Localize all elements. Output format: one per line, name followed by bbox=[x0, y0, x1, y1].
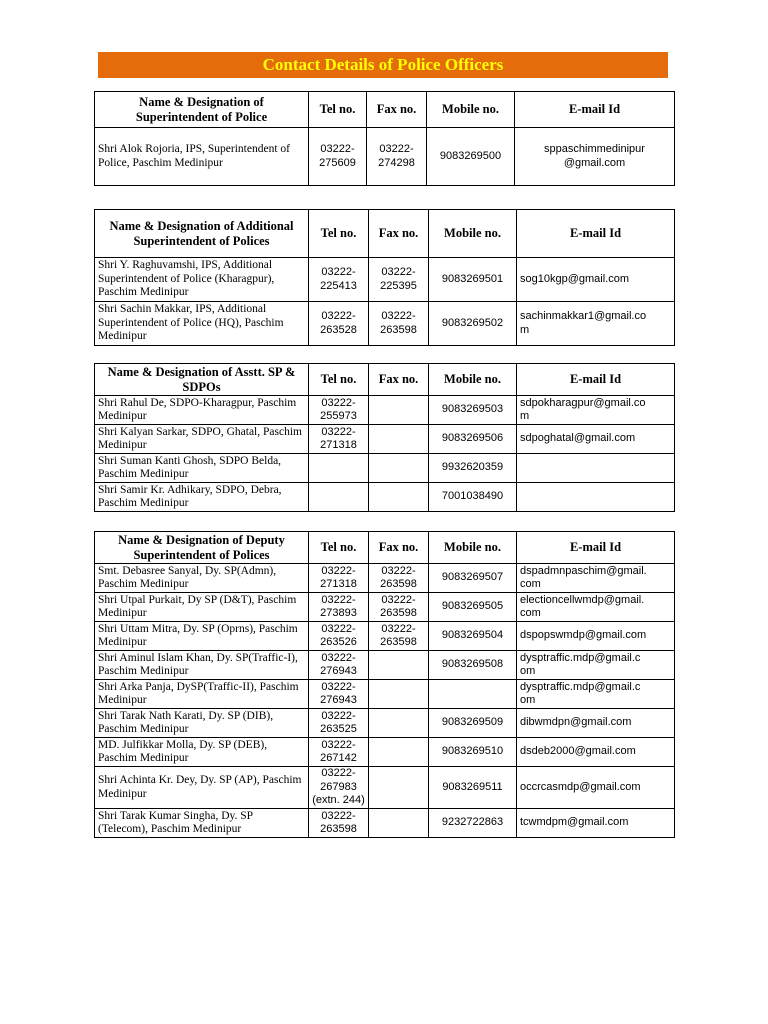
email-address-line: electioncellwmdp@gmail. bbox=[520, 593, 645, 606]
email-address bbox=[517, 709, 675, 738]
email-address bbox=[517, 454, 675, 483]
tel-number bbox=[309, 709, 369, 738]
email-header: E-mail Id bbox=[517, 532, 675, 564]
mobile-number: 9083269508 bbox=[429, 651, 517, 680]
tel-number-line: 263528 bbox=[320, 323, 357, 336]
officer-row bbox=[95, 680, 675, 709]
tel-number-line: 03222- bbox=[320, 143, 355, 155]
fax-number-line: 03222- bbox=[381, 266, 416, 278]
email-address bbox=[515, 128, 675, 186]
tel-number-line: 271318 bbox=[320, 439, 357, 451]
tel-number-line: 03222- bbox=[321, 738, 356, 751]
email-address-line: sppaschimmedinipur bbox=[544, 143, 645, 155]
name-header: Name & Designation of Superintendent of Police bbox=[95, 92, 309, 128]
fax-number-line: 274298 bbox=[378, 156, 415, 169]
email-address-line: sdpokharagpur@gmail.co bbox=[520, 396, 646, 409]
tel-number bbox=[309, 738, 369, 767]
email-address bbox=[517, 593, 675, 622]
tel-header: Tel no. bbox=[309, 210, 369, 258]
email-address bbox=[517, 651, 675, 680]
tel-number-line: (extn. 244) bbox=[312, 794, 365, 807]
mobile-number: 9232722863 bbox=[429, 809, 517, 838]
email-address bbox=[517, 396, 675, 425]
tel-number-line: 03222- bbox=[321, 651, 356, 664]
fax-number bbox=[369, 258, 429, 302]
mobile-header: Mobile no. bbox=[429, 364, 517, 396]
header-row bbox=[95, 364, 675, 396]
officer-row bbox=[95, 651, 675, 680]
mobile-number: 9083269505 bbox=[429, 593, 517, 622]
mobile-header: Mobile no. bbox=[429, 210, 517, 258]
tel-number bbox=[309, 564, 369, 593]
email-address-line: sog10kgp@gmail.com bbox=[520, 272, 629, 285]
tel-number-line: 273893 bbox=[320, 607, 357, 619]
addl-sp-contact-table bbox=[94, 209, 675, 346]
officer-name-designation: Shri Aminul Islam Khan, Dy. SP(Traffic-I), Paschim Medinipur bbox=[95, 651, 309, 680]
officer-name-designation: Shri Arka Panja, DySP(Traffic-II), Paschim Medinipur bbox=[95, 680, 309, 709]
email-address-line: dysptraffic.mdp@gmail.c bbox=[520, 680, 641, 693]
email-address-line: occrcasmdp@gmail.com bbox=[520, 780, 641, 793]
tel-number bbox=[309, 396, 369, 425]
email-header: E-mail Id bbox=[515, 92, 675, 128]
email-header: E-mail Id bbox=[517, 210, 675, 258]
fax-number bbox=[369, 396, 429, 425]
fax-number-line: 263598 bbox=[380, 323, 417, 336]
email-address-line: dibwmdpn@gmail.com bbox=[520, 716, 632, 729]
officer-row bbox=[95, 738, 675, 767]
email-address-line: com bbox=[520, 607, 541, 619]
tel-number bbox=[309, 593, 369, 622]
tel-number-line: 03222- bbox=[321, 266, 356, 278]
header-row bbox=[95, 92, 675, 128]
officer-row bbox=[95, 258, 675, 302]
email-address bbox=[517, 483, 675, 512]
tel-number-line: 03222- bbox=[321, 310, 356, 322]
tel-header: Tel no. bbox=[309, 532, 369, 564]
officer-name-designation: Shri Tarak Nath Karati, Dy. SP (DIB), Paschim Medinipur bbox=[95, 709, 309, 738]
officer-row bbox=[95, 396, 675, 425]
officer-row bbox=[95, 564, 675, 593]
mobile-header: Mobile no. bbox=[429, 532, 517, 564]
mobile-number bbox=[429, 680, 517, 709]
dsp-contact-table bbox=[94, 531, 675, 838]
officer-row bbox=[95, 709, 675, 738]
email-address-line: sachinmakkar1@gmail.co bbox=[520, 310, 647, 322]
officer-name-designation: Shri Alok Rojoria, IPS, Superintendent of Police, Paschim Medinipur bbox=[95, 128, 309, 186]
fax-number bbox=[369, 425, 429, 454]
tel-number-line: 255973 bbox=[320, 410, 357, 422]
mobile-header: Mobile no. bbox=[427, 92, 515, 128]
mobile-number: 9932620359 bbox=[429, 454, 517, 483]
tel-number bbox=[309, 680, 369, 709]
mobile-number: 9083269507 bbox=[429, 564, 517, 593]
officer-name-designation: Smt. Debasree Sanyal, Dy. SP(Admn), Paschim Medinipur bbox=[95, 564, 309, 593]
mobile-number: 9083269511 bbox=[429, 767, 517, 809]
email-address bbox=[517, 767, 675, 809]
fax-number bbox=[369, 680, 429, 709]
email-address-line: com bbox=[520, 578, 541, 590]
tel-number-line: 03222- bbox=[321, 396, 356, 409]
officer-row bbox=[95, 622, 675, 651]
tel-number bbox=[309, 128, 367, 186]
email-address-line: dsdeb2000@gmail.com bbox=[520, 745, 636, 758]
fax-number bbox=[369, 564, 429, 593]
fax-number-line: 03222- bbox=[381, 310, 416, 322]
tel-header: Tel no. bbox=[309, 92, 367, 128]
fax-number bbox=[369, 738, 429, 767]
email-address-line: dspadmnpaschim@gmail. bbox=[520, 564, 647, 577]
tel-number-line: 03222- bbox=[321, 425, 356, 438]
fax-number-line: 03222- bbox=[381, 622, 416, 635]
email-address bbox=[517, 564, 675, 593]
tel-number-line: 276943 bbox=[320, 694, 357, 706]
tel-number bbox=[309, 483, 369, 512]
tel-number-line: 263598 bbox=[320, 823, 357, 835]
officer-name-designation: Shri Y. Raghuvamshi, IPS, Additional Superintendent of Police (Kharagpur), Paschim Medinipur bbox=[95, 258, 309, 302]
tel-number-line: 03222- bbox=[321, 709, 356, 722]
officer-row bbox=[95, 767, 675, 809]
tel-number-line: 267983 bbox=[320, 780, 357, 793]
email-address-line: m bbox=[520, 323, 530, 336]
tel-number-line: 03222- bbox=[321, 809, 356, 822]
fax-number-line: 263598 bbox=[380, 607, 417, 619]
fax-number bbox=[369, 767, 429, 809]
mobile-number: 9083269509 bbox=[429, 709, 517, 738]
fax-number bbox=[369, 622, 429, 651]
email-address-line: om bbox=[520, 694, 536, 706]
name-header: Name & Designation of Deputy Superintendent of Polices bbox=[95, 532, 309, 564]
officer-name-designation: Shri Uttam Mitra, Dy. SP (Oprns), Paschim Medinipur bbox=[95, 622, 309, 651]
fax-number-line: 263598 bbox=[380, 578, 417, 590]
email-address bbox=[517, 302, 675, 346]
fax-number bbox=[369, 593, 429, 622]
fax-number-line: 225395 bbox=[380, 279, 417, 292]
email-address-line: om bbox=[520, 665, 536, 677]
tel-number bbox=[309, 454, 369, 483]
email-address-line: sdpoghatal@gmail.com bbox=[520, 432, 636, 445]
tel-number-line: 03222- bbox=[321, 622, 356, 635]
tel-number-line: 03222- bbox=[321, 680, 356, 693]
email-address bbox=[517, 258, 675, 302]
fax-header: Fax no. bbox=[367, 92, 427, 128]
officer-name-designation: Shri Utpal Purkait, Dy SP (D&T), Paschim Medinipur bbox=[95, 593, 309, 622]
email-address bbox=[517, 738, 675, 767]
officer-row bbox=[95, 483, 675, 512]
mobile-number: 9083269502 bbox=[429, 302, 517, 346]
fax-header: Fax no. bbox=[369, 364, 429, 396]
tel-number-line: 263525 bbox=[320, 723, 357, 735]
tel-number bbox=[309, 302, 369, 346]
email-address-line: tcwmdpm@gmail.com bbox=[520, 816, 629, 829]
tel-number-line: 276943 bbox=[320, 665, 357, 677]
fax-number bbox=[369, 709, 429, 738]
officer-row bbox=[95, 454, 675, 483]
email-address bbox=[517, 425, 675, 454]
tel-number-line: 03222- bbox=[321, 564, 356, 577]
officer-row bbox=[95, 425, 675, 454]
sdpo-contact-table bbox=[94, 363, 675, 512]
tel-number-line: 275609 bbox=[319, 156, 356, 169]
tel-number bbox=[309, 425, 369, 454]
tel-number bbox=[309, 258, 369, 302]
tel-number bbox=[309, 809, 369, 838]
fax-number bbox=[369, 454, 429, 483]
fax-number bbox=[369, 483, 429, 512]
header-row bbox=[95, 210, 675, 258]
email-address-line: dspopswmdp@gmail.com bbox=[520, 629, 647, 642]
email-address-line: dysptraffic.mdp@gmail.c bbox=[520, 651, 641, 664]
tel-number bbox=[309, 767, 369, 809]
tel-number bbox=[309, 622, 369, 651]
fax-number bbox=[367, 128, 427, 186]
email-header: E-mail Id bbox=[517, 364, 675, 396]
tel-number-line: 267142 bbox=[320, 752, 357, 764]
officer-name-designation: Shri Rahul De, SDPO-Kharagpur, Paschim Medinipur bbox=[95, 396, 309, 425]
officer-row bbox=[95, 302, 675, 346]
fax-number bbox=[369, 302, 429, 346]
fax-number-line: 03222- bbox=[379, 143, 414, 155]
officer-name-designation: Shri Tarak Kumar Singha, Dy. SP (Telecom), Paschim Medinipur bbox=[95, 809, 309, 838]
fax-number-line: 03222- bbox=[381, 564, 416, 577]
tel-number-line: 263526 bbox=[320, 636, 357, 648]
mobile-number: 9083269510 bbox=[429, 738, 517, 767]
tel-number bbox=[309, 651, 369, 680]
tel-header: Tel no. bbox=[309, 364, 369, 396]
mobile-number: 9083269500 bbox=[427, 128, 515, 186]
tel-number-line: 225413 bbox=[320, 279, 357, 292]
page-title-banner: Contact Details of Police Officers bbox=[98, 52, 668, 78]
officer-name-designation: Shri Suman Kanti Ghosh, SDPO Belda, Paschim Medinipur bbox=[95, 454, 309, 483]
email-address-line: m bbox=[520, 410, 530, 422]
name-header: Name & Designation of Asstt. SP & SDPOs bbox=[95, 364, 309, 396]
fax-number bbox=[369, 651, 429, 680]
fax-header: Fax no. bbox=[369, 210, 429, 258]
officer-name-designation: Shri Samir Kr. Adhikary, SDPO, Debra, Paschim Medinipur bbox=[95, 483, 309, 512]
sp-contact-table bbox=[94, 91, 675, 186]
officer-row bbox=[95, 593, 675, 622]
mobile-number: 7001038490 bbox=[429, 483, 517, 512]
name-header: Name & Designation of Additional Superintendent of Polices bbox=[95, 210, 309, 258]
mobile-number: 9083269506 bbox=[429, 425, 517, 454]
fax-header: Fax no. bbox=[369, 532, 429, 564]
email-address bbox=[517, 809, 675, 838]
tel-number-line: 03222- bbox=[321, 767, 356, 780]
fax-number-line: 03222- bbox=[381, 593, 416, 606]
header-row bbox=[95, 532, 675, 564]
officer-row bbox=[95, 128, 675, 186]
fax-number bbox=[369, 809, 429, 838]
email-address bbox=[517, 622, 675, 651]
officer-name-designation: Shri Sachin Makkar, IPS, Additional Superintendent of Police (HQ), Paschim Medinipur bbox=[95, 302, 309, 346]
officer-row bbox=[95, 809, 675, 838]
fax-number-line: 263598 bbox=[380, 636, 417, 648]
mobile-number: 9083269504 bbox=[429, 622, 517, 651]
email-address bbox=[517, 680, 675, 709]
mobile-number: 9083269503 bbox=[429, 396, 517, 425]
tel-number-line: 271318 bbox=[320, 578, 357, 590]
email-address-line: @gmail.com bbox=[563, 156, 626, 169]
tel-number-line: 03222- bbox=[321, 593, 356, 606]
officer-name-designation: Shri Kalyan Sarkar, SDPO, Ghatal, Paschim Medinipur bbox=[95, 425, 309, 454]
officer-name-designation: MD. Julfikkar Molla, Dy. SP (DEB), Paschim Medinipur bbox=[95, 738, 309, 767]
officer-name-designation: Shri Achinta Kr. Dey, Dy. SP (AP), Paschim Medinipur bbox=[95, 767, 309, 809]
mobile-number: 9083269501 bbox=[429, 258, 517, 302]
